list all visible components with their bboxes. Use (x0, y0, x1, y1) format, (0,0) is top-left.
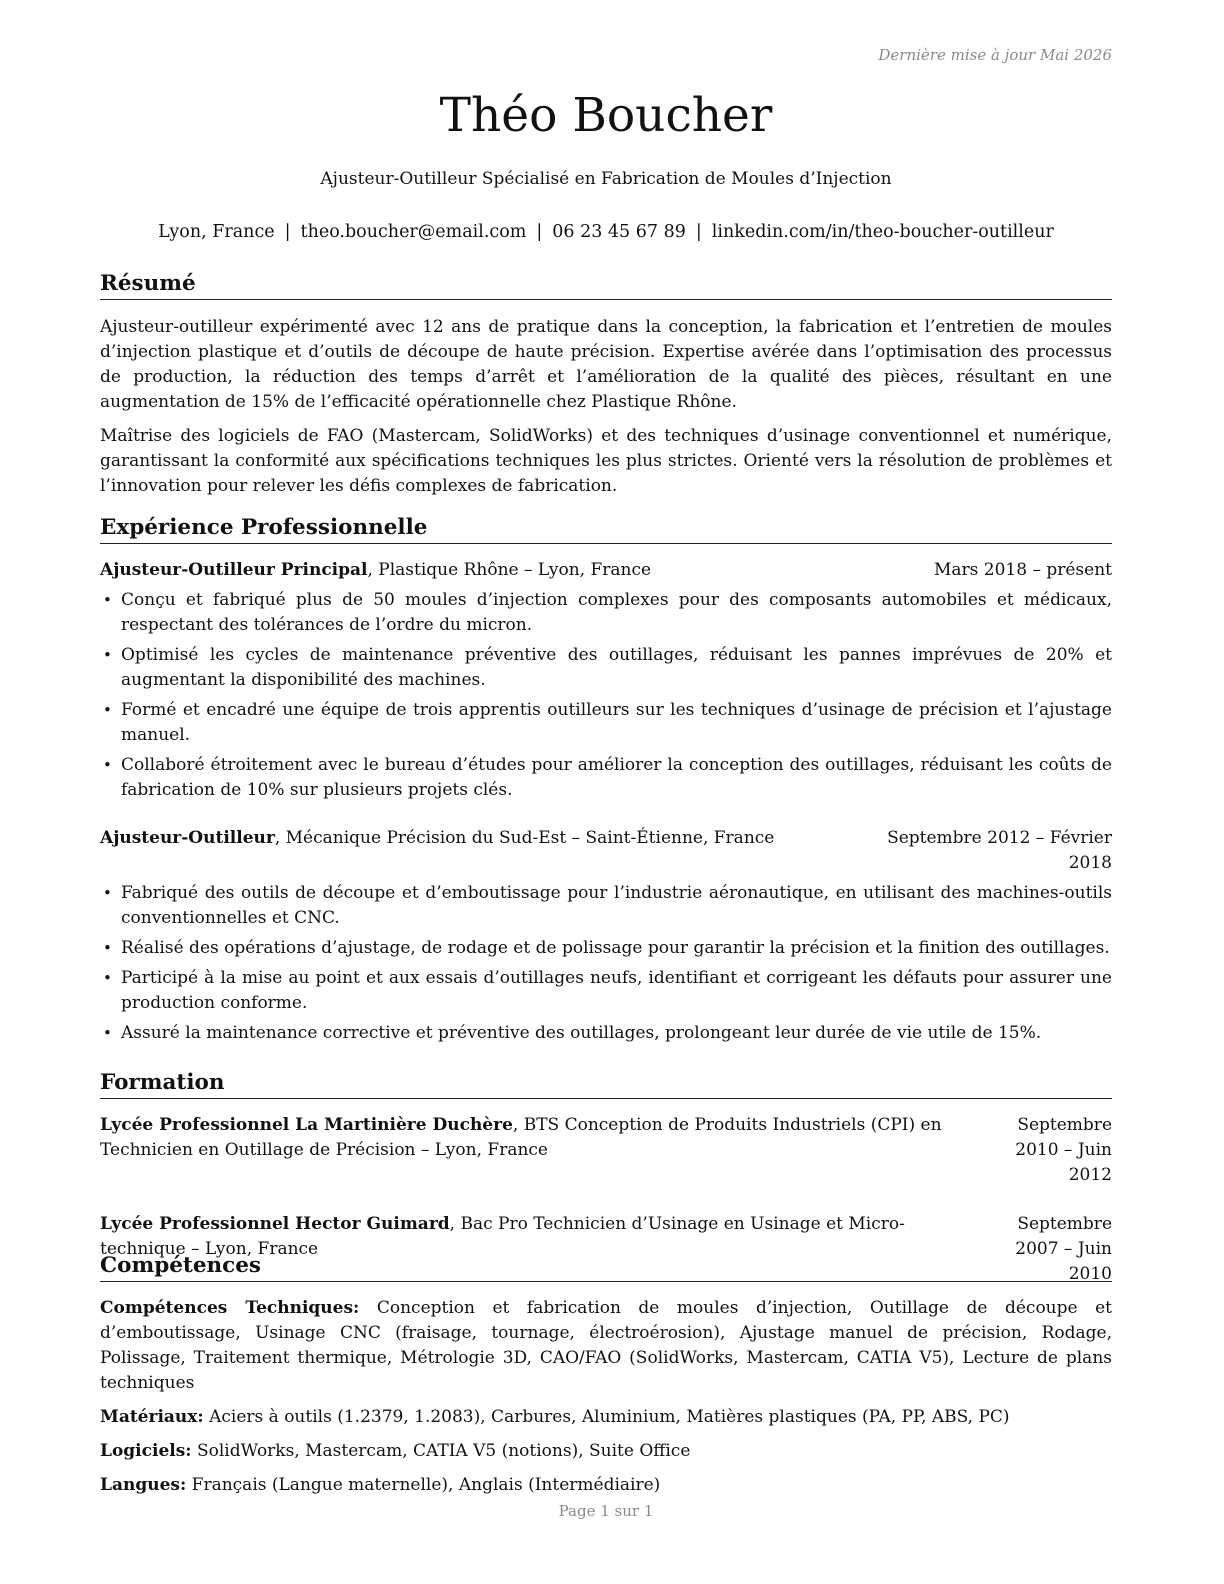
bullet-icon: • (103, 591, 112, 609)
bullet-icon: • (103, 701, 112, 719)
job-bullet: • Optimisé les cycles de maintenance préventive des outillages, réduisant les pannes imprévues de 20% et augmentant la disponibilité des machines. (103, 645, 1112, 690)
skill-line (100, 1296, 1112, 1396)
contact-separator: | (284, 222, 291, 242)
bullet-icon: • (103, 1024, 112, 1042)
skill-label: Matériaux: (100, 1407, 204, 1427)
job-bullets (100, 881, 1112, 1046)
skill-line (100, 1439, 1112, 1464)
skill-text: SolidWorks, Mastercam, CATIA V5 (notions), Suite Office (191, 1441, 691, 1461)
section-title-skills: Compétences (100, 1252, 1112, 1282)
experience-section (100, 514, 1112, 1051)
candidate-name: Théo Boucher (439, 88, 773, 143)
skill-text: Aciers à outils (1.2379, 1.2083), Carbures, Aluminium, Matières plastiques (PA, PP, ABS, PC) (203, 1407, 1010, 1427)
summary-section (100, 270, 1112, 499)
school-name: Lycée Professionnel Hector Guimard (100, 1214, 450, 1234)
job-bullet: • Assuré la maintenance corrective et préventive des outillages, prolongeant leur durée de vie utile de 15%. (100, 1021, 1112, 1046)
contact-phone[interactable]: 06 23 45 67 89 (552, 222, 686, 242)
bullet-icon: • (103, 756, 112, 774)
education-dates: Septembre 2010 – Juin 2012 (1015, 1115, 1112, 1185)
job-bullet: • Participé à la mise au point et aux essais d’outillages neufs, identifiant et corrigeant les défauts pour assurer une production conforme. (103, 968, 1112, 1013)
contact-line (100, 220, 1112, 244)
skill-label: Compétences Techniques: (100, 1298, 360, 1318)
page-number: Page 1 sur 1 (558, 1502, 654, 1520)
summary-paragraph: Maîtrise des logiciels de FAO (Mastercam, SolidWorks) et des techniques d’usinage conventionnel et numérique, garantissant la conformité aux spécifications techniques les plus strictes. Orienté vers la résolution de problèmes et l’innovation pour relever les défis complexes de fabrication. (100, 426, 1112, 496)
school-name: Lycée Professionnel La Martinière Duchère (100, 1115, 513, 1135)
job-header (100, 558, 1112, 583)
skill-line (100, 1405, 1112, 1430)
skill-text: Français (Langue maternelle), Anglais (Intermédiaire) (186, 1475, 661, 1495)
bullet-icon: • (103, 646, 112, 664)
contact-separator: | (695, 222, 702, 242)
job-role: Ajusteur-Outilleur Principal (100, 560, 368, 580)
summary-paragraph: Ajusteur-outilleur expérimenté avec 12 ans de pratique dans la conception, la fabrication et l’entretien de moules d’injection plastique et d’outils de découpe de haute précision. Expertise avérée dans l’optimisation des processus de production, la réduction des temps d’arrêt et l’amélioration de la qualité des pièces, résultant en une augmentation de 15% de l’efficacité opérationnelle chez Plastique Rhône. (100, 317, 1112, 412)
skill-text: Conception et fabrication de moules d’injection, Outillage de découpe et d’emboutissage, Usinage CNC (fraisage, tournage, électroérosion), Ajustage manuel de précision, Rodage, Polissage, Traitement thermique, Métrologie 3D, CAO/FAO (SolidWorks, Mastercam, CATIA V5), Lecture de plans techniques (100, 1298, 1112, 1393)
job-dates: Mars 2018 – présent (933, 560, 1112, 580)
last-updated: Dernière mise à jour Mai 2026 (878, 46, 1112, 64)
degree-detail: , BTS Conception de Produits Industriels (CPI) en Technicien en Outillage de Précision – Lyon, France (100, 1115, 942, 1160)
section-title-summary: Résumé (100, 270, 1112, 300)
skills-section (100, 1252, 1112, 1507)
job-company: , Mécanique Précision du Sud-Est – Saint-Étienne, France (274, 828, 775, 848)
bullet-icon: • (103, 969, 112, 987)
job-header (100, 826, 1112, 876)
section-title-experience: Expérience Professionnelle (100, 514, 1112, 544)
resume-page (100, 0, 1112, 1584)
job-dates: Septembre 2012 – Février 2018 (887, 828, 1112, 873)
bullet-icon: • (103, 884, 112, 902)
contact-separator: | (536, 222, 543, 242)
bullet-icon: • (103, 939, 112, 957)
contact-location: Lyon, France (158, 222, 275, 242)
job-bullet: • Collaboré étroitement avec le bureau d’études pour améliorer la conception des outillages, réduisant les coûts de fabrication de 10% sur plusieurs projets clés. (103, 755, 1112, 800)
degree-detail: , Bac Pro Technicien d’Usinage en Usinage et Micro-technique – Lyon, France (100, 1214, 905, 1259)
job-bullet: • Réalisé des opérations d’ajustage, de rodage et de polissage pour garantir la précision et la finition des outillages. (100, 936, 1112, 961)
skill-line (100, 1473, 1112, 1498)
job-title: Ajusteur-Outilleur Spécialisé en Fabrication de Moules d’Injection (320, 169, 892, 189)
skill-label: Logiciels: (100, 1441, 192, 1461)
job-bullets (100, 588, 1112, 803)
contact-linkedin[interactable]: linkedin.com/in/theo-boucher-outilleur (711, 222, 1054, 242)
skill-label: Langues: (100, 1475, 187, 1495)
job-company: , Plastique Rhône – Lyon, France (367, 560, 652, 580)
contact-email[interactable]: theo.boucher@email.com (300, 222, 527, 242)
job-role: Ajusteur-Outilleur (100, 828, 275, 848)
education-dates: Septembre 2007 – Juin 2010 (1015, 1214, 1112, 1284)
job-bullet: • Conçu et fabriqué plus de 50 moules d’injection complexes pour des composants automobiles et médicaux, respectant des tolérances de l’ordre du micron. (103, 590, 1112, 635)
job-bullet: • Formé et encadré une équipe de trois apprentis outilleurs sur les techniques d’usinage de précision et l’ajustage manuel. (103, 700, 1112, 745)
section-title-education: Formation (100, 1069, 1112, 1099)
job-bullet: • Fabriqué des outils de découpe et d’emboutissage pour l’industrie aéronautique, en utilisant des machines-outils conventionnelles et CNC. (103, 883, 1112, 928)
education-item (100, 1113, 1112, 1188)
